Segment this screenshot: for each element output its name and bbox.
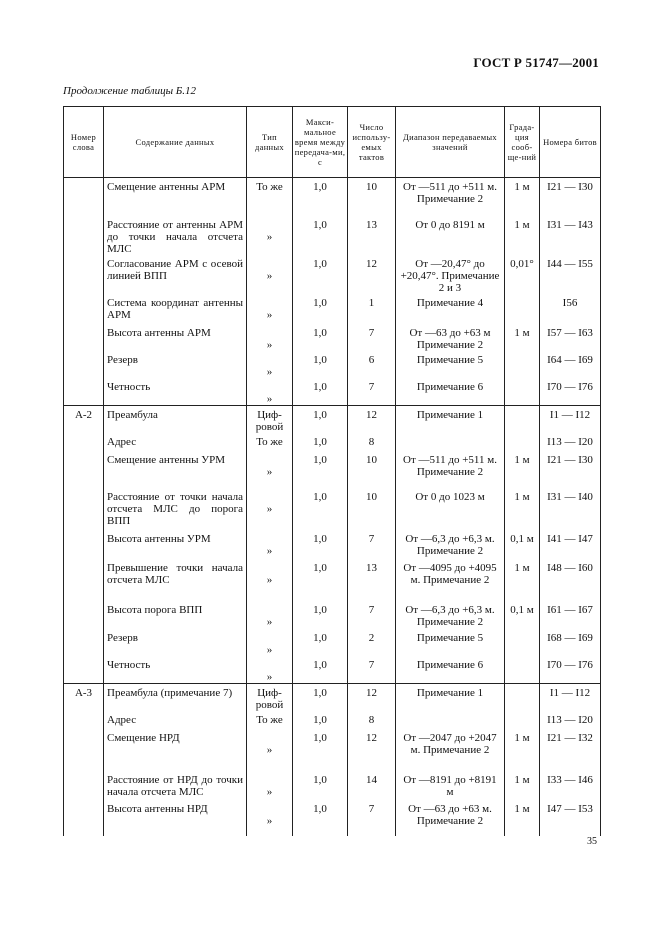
table-row xyxy=(64,771,601,800)
cell-word xyxy=(64,324,104,351)
table-row xyxy=(64,405,601,433)
cell-tacts: 14 xyxy=(348,771,396,800)
table-row xyxy=(64,629,601,656)
col-header-range: Диапазон передаваемых значений xyxy=(396,107,505,178)
cell-range: От —511 до +511 м. Примечание 2 xyxy=(396,451,505,488)
cell-range: Примечание 5 xyxy=(396,629,505,656)
cell-type: » xyxy=(247,255,293,294)
cell-content: Высота антенны АРМ xyxy=(104,324,247,351)
table-row xyxy=(64,711,601,729)
cell-time: 1,0 xyxy=(293,451,348,488)
cell-word xyxy=(64,216,104,255)
cell-word: А-3 xyxy=(64,683,104,711)
cell-time: 1,0 xyxy=(293,433,348,451)
cell-content: Смещение НРД xyxy=(104,729,247,771)
cell-time: 1,0 xyxy=(293,405,348,433)
cell-time: 1,0 xyxy=(293,601,348,629)
cell-tacts: 6 xyxy=(348,351,396,378)
cell-word xyxy=(64,178,104,216)
cell-content: Расстояние от НРД до точки начала отсчета МЛС xyxy=(104,771,247,800)
table-row xyxy=(64,530,601,559)
cell-time: 1,0 xyxy=(293,711,348,729)
cell-word xyxy=(64,771,104,800)
cell-bits: I70 — I76 xyxy=(540,378,601,406)
cell-time: 1,0 xyxy=(293,378,348,406)
cell-content: Система координат антенны АРМ xyxy=(104,294,247,324)
cell-content: Резерв xyxy=(104,351,247,378)
cell-tacts: 12 xyxy=(348,683,396,711)
cell-content: Согласование АРМ с осевой линией ВПП xyxy=(104,255,247,294)
cell-bits: I70 — I76 xyxy=(540,656,601,684)
cell-content: Высота порога ВПП xyxy=(104,601,247,629)
cell-word xyxy=(64,294,104,324)
cell-grad xyxy=(505,683,540,711)
cell-time: 1,0 xyxy=(293,294,348,324)
cell-time: 1,0 xyxy=(293,771,348,800)
cell-word xyxy=(64,656,104,684)
table-row xyxy=(64,178,601,216)
cell-word xyxy=(64,255,104,294)
cell-range xyxy=(396,711,505,729)
cell-tacts: 7 xyxy=(348,530,396,559)
col-header-bits: Номера битов xyxy=(540,107,601,178)
cell-bits: I13 — I20 xyxy=(540,433,601,451)
table-row xyxy=(64,433,601,451)
table-caption: Продолжение таблицы Б.12 xyxy=(63,85,197,97)
cell-bits: I1 — I12 xyxy=(540,683,601,711)
cell-content: Четность xyxy=(104,656,247,684)
col-header-content: Содержание данных xyxy=(104,107,247,178)
cell-content: Резерв xyxy=(104,629,247,656)
cell-range: Примечание 6 xyxy=(396,378,505,406)
cell-tacts: 12 xyxy=(348,255,396,294)
cell-range: От —6,3 до +6,3 м. Примечание 2 xyxy=(396,601,505,629)
cell-bits: I1 — I12 xyxy=(540,405,601,433)
cell-time: 1,0 xyxy=(293,255,348,294)
cell-type: » xyxy=(247,629,293,656)
cell-range: От —511 до +511 м. Примечание 2 xyxy=(396,178,505,216)
cell-grad: 0,1 м xyxy=(505,601,540,629)
cell-word xyxy=(64,601,104,629)
cell-bits: I41 — I47 xyxy=(540,530,601,559)
cell-time: 1,0 xyxy=(293,488,348,530)
cell-type: » xyxy=(247,378,293,406)
page-number: 35 xyxy=(587,836,597,847)
cell-type: » xyxy=(247,488,293,530)
cell-content: Высота антенны НРД xyxy=(104,800,247,836)
cell-range: От —8191 до +8191 м xyxy=(396,771,505,800)
cell-tacts: 8 xyxy=(348,711,396,729)
cell-grad: 1 м xyxy=(505,178,540,216)
col-header-type: Тип данных xyxy=(247,107,293,178)
cell-grad xyxy=(505,405,540,433)
cell-bits: I68 — I69 xyxy=(540,629,601,656)
cell-type: То же xyxy=(247,711,293,729)
cell-grad xyxy=(505,378,540,406)
cell-type: » xyxy=(247,324,293,351)
cell-content: Высота антенны УРМ xyxy=(104,530,247,559)
cell-word xyxy=(64,378,104,406)
cell-tacts: 12 xyxy=(348,729,396,771)
cell-range: Примечание 4 xyxy=(396,294,505,324)
cell-tacts: 13 xyxy=(348,216,396,255)
cell-type: » xyxy=(247,530,293,559)
cell-type: » xyxy=(247,800,293,836)
cell-range: От —20,47° до +20,47°. Примечание 2 и 3 xyxy=(396,255,505,294)
cell-bits: I33 — I46 xyxy=(540,771,601,800)
cell-bits: I21 — I30 xyxy=(540,178,601,216)
cell-bits: I21 — I30 xyxy=(540,451,601,488)
cell-tacts: 7 xyxy=(348,800,396,836)
cell-type: Циф-ровой xyxy=(247,683,293,711)
cell-type: » xyxy=(247,451,293,488)
cell-tacts: 7 xyxy=(348,656,396,684)
cell-type: » xyxy=(247,351,293,378)
cell-range: От —63 до +63 м Примечание 2 xyxy=(396,324,505,351)
cell-grad: 1 м xyxy=(505,559,540,601)
table-row xyxy=(64,729,601,771)
cell-word xyxy=(64,629,104,656)
cell-time: 1,0 xyxy=(293,656,348,684)
cell-grad xyxy=(505,629,540,656)
cell-type: » xyxy=(247,294,293,324)
cell-tacts: 2 xyxy=(348,629,396,656)
cell-bits: I64 — I69 xyxy=(540,351,601,378)
cell-time: 1,0 xyxy=(293,324,348,351)
cell-grad: 1 м xyxy=(505,800,540,836)
cell-content: Расстояние от антенны АРМ до точки начала отсчета МЛС xyxy=(104,216,247,255)
cell-bits: I21 — I32 xyxy=(540,729,601,771)
table-row xyxy=(64,800,601,836)
cell-content: Смещение антенны УРМ xyxy=(104,451,247,488)
cell-bits: I48 — I60 xyxy=(540,559,601,601)
cell-content: Четность xyxy=(104,378,247,406)
cell-content: Превышение точки начала отсчета МЛС xyxy=(104,559,247,601)
cell-content: Расстояние от точки начала отсчета МЛС до порога ВПП xyxy=(104,488,247,530)
cell-time: 1,0 xyxy=(293,178,348,216)
cell-time: 1,0 xyxy=(293,216,348,255)
table-row xyxy=(64,601,601,629)
cell-word xyxy=(64,711,104,729)
table-row xyxy=(64,216,601,255)
cell-time: 1,0 xyxy=(293,559,348,601)
cell-word xyxy=(64,351,104,378)
cell-content: Адрес xyxy=(104,433,247,451)
cell-grad: 0,01° xyxy=(505,255,540,294)
cell-range: От —63 до +63 м. Примечание 2 xyxy=(396,800,505,836)
table-row xyxy=(64,294,601,324)
table-row xyxy=(64,351,601,378)
cell-bits: I61 — I67 xyxy=(540,601,601,629)
cell-grad xyxy=(505,351,540,378)
cell-range xyxy=(396,433,505,451)
cell-range: Примечание 1 xyxy=(396,683,505,711)
cell-word xyxy=(64,559,104,601)
cell-grad: 1 м xyxy=(505,488,540,530)
table-header-row xyxy=(64,107,601,178)
cell-tacts: 13 xyxy=(348,559,396,601)
cell-bits: I44 — I55 xyxy=(540,255,601,294)
cell-tacts: 7 xyxy=(348,324,396,351)
cell-tacts: 10 xyxy=(348,488,396,530)
cell-time: 1,0 xyxy=(293,800,348,836)
cell-word xyxy=(64,433,104,451)
cell-range: Примечание 6 xyxy=(396,656,505,684)
cell-grad xyxy=(505,711,540,729)
cell-type: Циф-ровой xyxy=(247,405,293,433)
cell-type: » xyxy=(247,216,293,255)
cell-content: Преамбула (примечание 7) xyxy=(104,683,247,711)
table-row xyxy=(64,378,601,406)
cell-range: Примечание 1 xyxy=(396,405,505,433)
table-body xyxy=(64,178,601,836)
table-row xyxy=(64,324,601,351)
cell-time: 1,0 xyxy=(293,629,348,656)
cell-word xyxy=(64,451,104,488)
cell-bits: I31 — I40 xyxy=(540,488,601,530)
cell-type: » xyxy=(247,601,293,629)
table-row xyxy=(64,656,601,684)
cell-time: 1,0 xyxy=(293,729,348,771)
cell-bits: I13 — I20 xyxy=(540,711,601,729)
cell-grad: 1 м xyxy=(505,451,540,488)
cell-bits: I47 — I53 xyxy=(540,800,601,836)
cell-tacts: 1 xyxy=(348,294,396,324)
cell-tacts: 7 xyxy=(348,378,396,406)
cell-word: А-2 xyxy=(64,405,104,433)
cell-time: 1,0 xyxy=(293,530,348,559)
cell-grad: 0,1 м xyxy=(505,530,540,559)
data-table xyxy=(63,106,601,836)
col-header-grad: Града-ция сооб-ще-ний xyxy=(505,107,540,178)
cell-grad: 1 м xyxy=(505,771,540,800)
col-header-time: Макси-мальное время между передача-ми, с xyxy=(293,107,348,178)
cell-type: » xyxy=(247,771,293,800)
cell-type: » xyxy=(247,656,293,684)
cell-content: Смещение антенны АРМ xyxy=(104,178,247,216)
col-header-word: Номер слова xyxy=(64,107,104,178)
cell-type: » xyxy=(247,559,293,601)
table-row xyxy=(64,255,601,294)
cell-content: Адрес xyxy=(104,711,247,729)
cell-word xyxy=(64,488,104,530)
cell-tacts: 7 xyxy=(348,601,396,629)
cell-time: 1,0 xyxy=(293,351,348,378)
cell-type: То же xyxy=(247,433,293,451)
cell-range: Примечание 5 xyxy=(396,351,505,378)
cell-tacts: 8 xyxy=(348,433,396,451)
table-row xyxy=(64,559,601,601)
table-row xyxy=(64,451,601,488)
cell-word xyxy=(64,800,104,836)
cell-range: От 0 до 8191 м xyxy=(396,216,505,255)
cell-bits: I56 xyxy=(540,294,601,324)
cell-word xyxy=(64,729,104,771)
cell-grad xyxy=(505,433,540,451)
cell-type: То же xyxy=(247,178,293,216)
col-header-tacts: Число использу-емых тактов xyxy=(348,107,396,178)
cell-grad: 1 м xyxy=(505,324,540,351)
cell-type: » xyxy=(247,729,293,771)
cell-range: От —2047 до +2047 м. Примечание 2 xyxy=(396,729,505,771)
table-row xyxy=(64,488,601,530)
cell-bits: I57 — I63 xyxy=(540,324,601,351)
document-header: ГОСТ Р 51747—2001 xyxy=(473,55,599,70)
cell-grad: 1 м xyxy=(505,729,540,771)
cell-tacts: 12 xyxy=(348,405,396,433)
cell-bits: I31 — I43 xyxy=(540,216,601,255)
cell-time: 1,0 xyxy=(293,683,348,711)
cell-content: Преамбула xyxy=(104,405,247,433)
cell-tacts: 10 xyxy=(348,451,396,488)
cell-grad: 1 м xyxy=(505,216,540,255)
cell-word xyxy=(64,530,104,559)
cell-range: От —4095 до +4095 м. Примечание 2 xyxy=(396,559,505,601)
cell-grad xyxy=(505,294,540,324)
cell-range: От —6,3 до +6,3 м. Примечание 2 xyxy=(396,530,505,559)
cell-grad xyxy=(505,656,540,684)
cell-range: От 0 до 1023 м xyxy=(396,488,505,530)
table-row xyxy=(64,683,601,711)
cell-tacts: 10 xyxy=(348,178,396,216)
